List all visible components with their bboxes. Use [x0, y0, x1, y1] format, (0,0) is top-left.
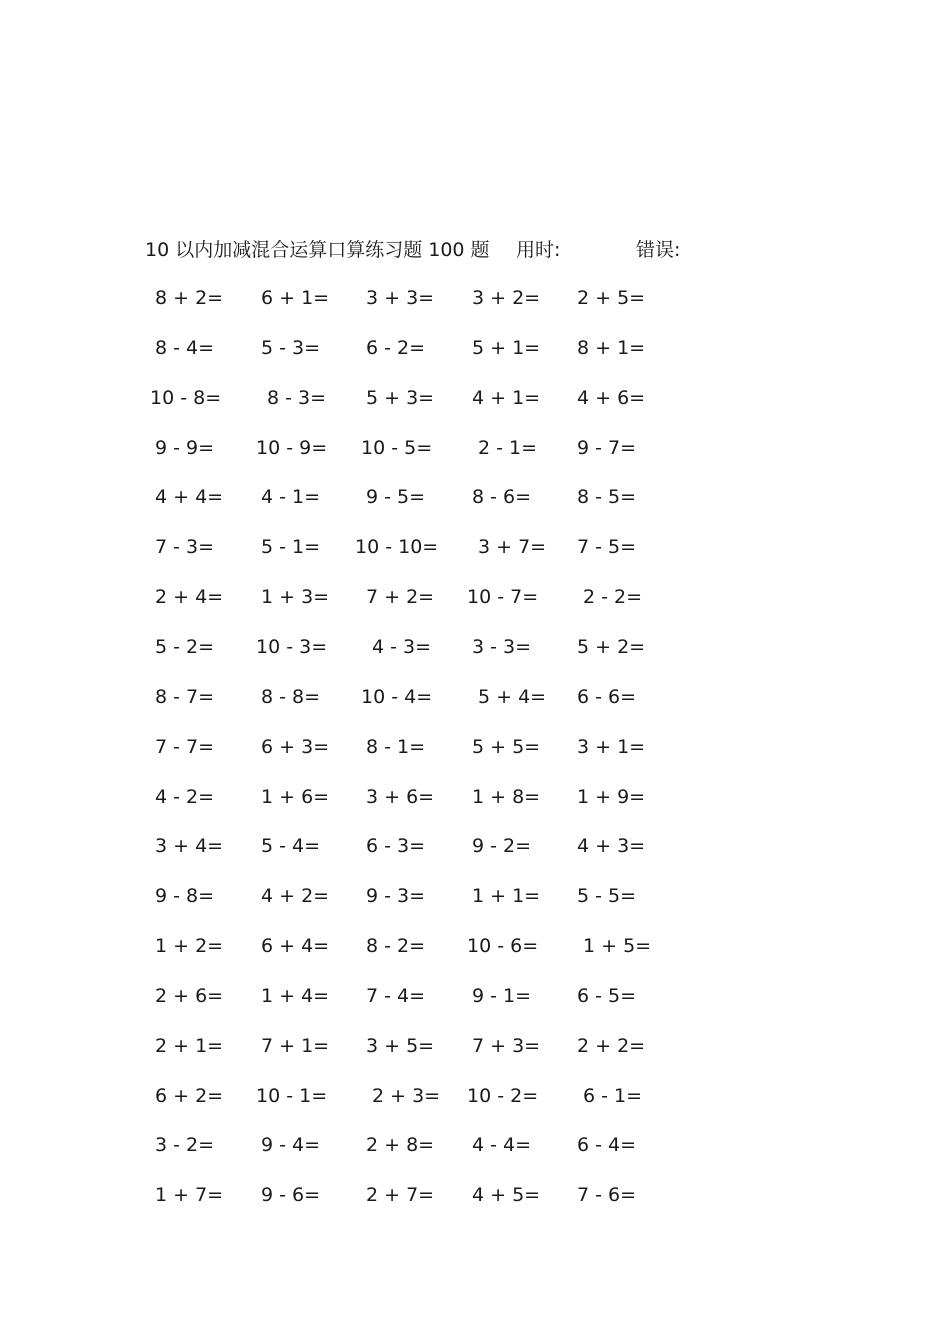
problem-item: 10 - 4= [361, 685, 433, 708]
problem-item: 5 + 5= [472, 735, 541, 758]
problem-item: 7 - 3= [155, 536, 215, 559]
problem-item: 4 - 1= [261, 486, 321, 509]
problem-item: 1 + 9= [577, 785, 646, 808]
problem-item: 9 - 4= [261, 1134, 321, 1157]
problem-item: 5 - 3= [261, 336, 321, 359]
problem-item: 8 - 4= [155, 336, 215, 359]
problem-item: 4 + 1= [472, 386, 541, 409]
problem-item: 4 + 2= [261, 885, 330, 908]
problem-item: 1 + 6= [261, 785, 330, 808]
problem-item: 9 - 1= [472, 984, 532, 1007]
problem-item: 3 + 7= [478, 536, 547, 559]
problem-item: 4 + 5= [472, 1184, 541, 1207]
problem-item: 2 + 5= [577, 287, 646, 309]
problem-item: 1 + 1= [472, 885, 541, 908]
problem-item: 6 - 6= [577, 685, 637, 708]
problem-item: 3 - 3= [472, 635, 532, 658]
problem-item: 8 - 8= [261, 685, 321, 708]
problem-item: 10 - 5= [361, 436, 433, 459]
problem-item: 2 + 4= [155, 586, 224, 609]
problem-item: 8 + 2= [155, 287, 224, 309]
problem-item: 5 + 4= [478, 685, 547, 708]
problem-item: 7 + 3= [472, 1034, 541, 1057]
problem-item: 3 + 4= [155, 835, 224, 858]
problem-item: 8 - 1= [366, 735, 426, 758]
problem-item: 7 - 4= [366, 984, 426, 1007]
problem-item: 8 - 6= [472, 486, 532, 509]
problem-item: 7 - 7= [155, 735, 215, 758]
problem-item: 6 + 3= [261, 735, 330, 758]
problem-item: 6 - 2= [366, 336, 426, 359]
problem-item: 9 - 3= [366, 885, 426, 908]
problem-item: 4 - 3= [372, 635, 432, 658]
problem-item: 6 - 4= [577, 1134, 637, 1157]
problem-item: 4 + 6= [577, 386, 646, 409]
problem-item: 3 + 2= [472, 287, 541, 309]
problem-item: 3 + 5= [366, 1034, 435, 1057]
problem-item: 5 - 2= [155, 635, 215, 658]
problem-item: 5 - 4= [261, 835, 321, 858]
problem-item: 10 - 1= [256, 1084, 328, 1107]
problem-item: 10 - 9= [256, 436, 328, 459]
problem-item: 4 + 4= [155, 486, 224, 509]
problem-item: 2 - 1= [478, 436, 538, 459]
problem-item: 9 - 6= [261, 1184, 321, 1207]
problem-item: 8 - 3= [267, 386, 327, 409]
problem-item: 3 + 1= [577, 735, 646, 758]
problem-item: 3 + 6= [366, 785, 435, 808]
problem-item: 3 - 2= [155, 1134, 215, 1157]
problem-item: 5 + 3= [366, 386, 435, 409]
problem-item: 5 - 1= [261, 536, 321, 559]
problem-item: 2 + 7= [366, 1184, 435, 1207]
problem-item: 2 + 6= [155, 984, 224, 1007]
problem-item: 9 - 2= [472, 835, 532, 858]
problem-item: 8 + 1= [577, 336, 646, 359]
problem-item: 1 + 3= [261, 586, 330, 609]
problem-item: 4 + 3= [577, 835, 646, 858]
problem-item: 1 + 4= [261, 984, 330, 1007]
problem-item: 7 + 2= [366, 586, 435, 609]
problem-item: 8 - 7= [155, 685, 215, 708]
problem-item: 9 - 9= [155, 436, 215, 459]
problem-item: 10 - 3= [256, 635, 328, 658]
problem-item: 7 - 5= [577, 536, 637, 559]
problem-item: 1 + 8= [472, 785, 541, 808]
problem-item: 6 + 1= [261, 287, 330, 309]
problem-item: 4 - 2= [155, 785, 215, 808]
problem-item: 5 + 2= [577, 635, 646, 658]
problem-item: 9 - 8= [155, 885, 215, 908]
problem-item: 2 + 1= [155, 1034, 224, 1057]
time-label: 用时: [516, 239, 561, 261]
problem-item: 6 - 1= [583, 1084, 643, 1107]
worksheet-title: 10 以内加减混合运算口算练习题 100 题 [145, 239, 490, 261]
problem-item: 9 - 5= [366, 486, 426, 509]
problem-item: 2 + 3= [372, 1084, 441, 1107]
problem-item: 1 + 2= [155, 935, 224, 958]
problem-item: 7 + 1= [261, 1034, 330, 1057]
problem-item: 8 - 5= [577, 486, 637, 509]
problem-item: 1 + 5= [583, 935, 652, 958]
problem-item: 5 - 5= [577, 885, 637, 908]
problem-item: 2 + 8= [366, 1134, 435, 1157]
problem-item: 10 - 10= [355, 536, 439, 559]
problem-item: 4 - 4= [472, 1134, 532, 1157]
problem-item: 6 + 4= [261, 935, 330, 958]
problem-item: 10 - 6= [467, 935, 539, 958]
problem-item: 7 - 6= [577, 1184, 637, 1207]
problem-item: 2 - 2= [583, 586, 643, 609]
problem-item: 3 + 3= [366, 287, 435, 309]
problem-item: 6 - 5= [577, 984, 637, 1007]
problem-item: 9 - 7= [577, 436, 637, 459]
problem-item: 10 - 8= [150, 386, 222, 409]
problem-item: 2 + 2= [577, 1034, 646, 1057]
problem-item: 10 - 2= [467, 1084, 539, 1107]
problem-item: 5 + 1= [472, 336, 541, 359]
problem-item: 6 + 2= [155, 1084, 224, 1107]
problem-item: 1 + 7= [155, 1184, 224, 1207]
problem-item: 8 - 2= [366, 935, 426, 958]
problem-item: 10 - 7= [467, 586, 539, 609]
problem-item: 6 - 3= [366, 835, 426, 858]
error-label: 错误: [636, 239, 681, 261]
